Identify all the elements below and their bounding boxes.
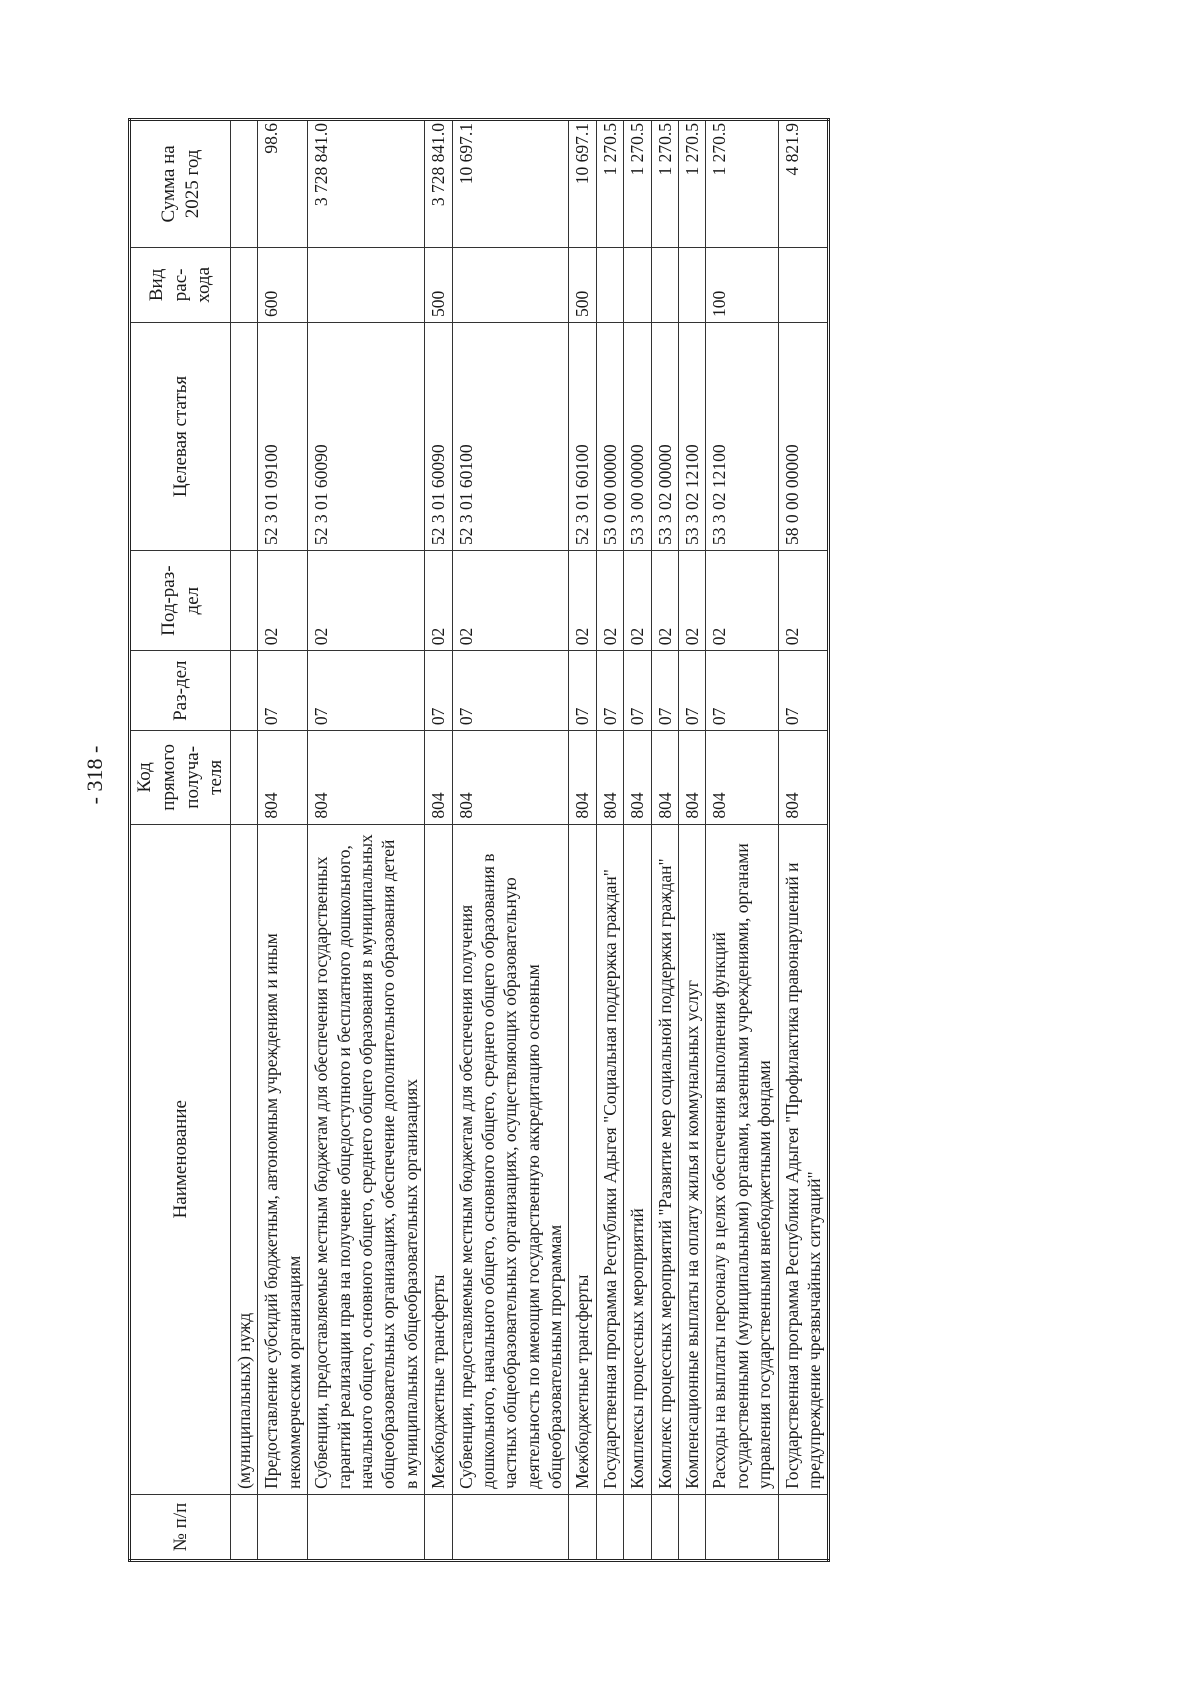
table-row (679, 120, 706, 1561)
cell-num (651, 1494, 678, 1560)
cell-name: Расходы на выплаты персоналу в целях обеспечения выполнения функций государственными (муниципальными) органами, казенными учреждениями, органами управления государственными внебюджетными фондами (706, 824, 778, 1494)
cell-section (231, 651, 258, 731)
cell-name: Комплексы процессных мероприятий (624, 824, 651, 1494)
table-row (452, 120, 569, 1561)
cell-sum: 4 821.9 (778, 120, 829, 248)
table-row (778, 120, 829, 1561)
cell-sum: 10 697.1 (569, 120, 596, 248)
cell-num (569, 1494, 596, 1560)
table-row (308, 120, 425, 1561)
cell-subsection: 02 (651, 550, 678, 650)
cell-sum: 1 270.5 (679, 120, 706, 248)
cell-sum: 98.6 (258, 120, 308, 248)
table-row (231, 120, 258, 1561)
header-recipient-code: Код прямого получа-теля (130, 731, 231, 824)
cell-section: 07 (569, 651, 596, 731)
cell-code: 804 (452, 731, 569, 824)
table-row (624, 120, 651, 1561)
cell-name: (муниципальных) нужд (231, 824, 258, 1494)
table-row (651, 120, 678, 1561)
cell-target: 53 0 00 00000 (596, 322, 623, 550)
page-number: - 318 - (82, 745, 107, 805)
cell-section: 07 (651, 651, 678, 731)
table-header-row (130, 120, 231, 1561)
cell-sum: 1 270.5 (651, 120, 678, 248)
table-row (706, 120, 778, 1561)
cell-target: 53 3 02 12100 (679, 322, 706, 550)
cell-num (425, 1494, 452, 1560)
table-row (425, 120, 452, 1561)
cell-section: 07 (778, 651, 829, 731)
cell-name: Субвенции, предоставляемые местным бюджетам для обеспечения государственных гарантий реализации прав на получение общедоступного и бесплатного дошкольного, начального общего, основного общего, среднего общего образования в муниципальных общеобразовательных организациях, обеспечение дополнительного образования детей в муниципальных общеобразовательных организациях (308, 824, 425, 1494)
header-num: № п/п (130, 1494, 231, 1560)
cell-name: Государственная программа Республики Адыгея "Профилактика правонарушений и предупреждение чрезвычайных ситуаций" (778, 824, 829, 1494)
cell-section: 07 (679, 651, 706, 731)
cell-target: 52 3 01 60100 (569, 322, 596, 550)
cell-name: Государственная программа Республики Адыгея "Социальная поддержка граждан" (596, 824, 623, 1494)
budget-table-container (128, 118, 1078, 1562)
budget-table (128, 118, 830, 1562)
cell-code: 804 (308, 731, 425, 824)
header-sum: Сумма на 2025 год (130, 120, 231, 248)
cell-section: 07 (425, 651, 452, 731)
cell-sum: 10 697.1 (452, 120, 569, 248)
cell-num (258, 1494, 308, 1560)
cell-subsection: 02 (596, 550, 623, 650)
cell-num (679, 1494, 706, 1560)
cell-subsection (231, 550, 258, 650)
cell-expense-kind (308, 247, 425, 322)
cell-subsection: 02 (258, 550, 308, 650)
cell-expense-kind (651, 247, 678, 322)
cell-num (452, 1494, 569, 1560)
cell-expense-kind: 600 (258, 247, 308, 322)
cell-section: 07 (452, 651, 569, 731)
cell-target: 52 3 01 09100 (258, 322, 308, 550)
header-subsection: Под-раз-дел (130, 550, 231, 650)
cell-name: Межбюджетные трансферты (425, 824, 452, 1494)
cell-num (624, 1494, 651, 1560)
cell-target: 52 3 01 60100 (452, 322, 569, 550)
cell-subsection: 02 (425, 550, 452, 650)
cell-num (231, 1494, 258, 1560)
cell-expense-kind: 100 (706, 247, 778, 322)
cell-name: Предоставление субсидий бюджетным, автономным учреждениям и иным некоммерческим организациям (258, 824, 308, 1494)
cell-expense-kind: 500 (425, 247, 452, 322)
cell-target: 53 3 02 00000 (651, 322, 678, 550)
cell-num (596, 1494, 623, 1560)
cell-code: 804 (651, 731, 678, 824)
cell-section: 07 (596, 651, 623, 731)
header-section: Раз-дел (130, 651, 231, 731)
cell-target: 53 3 02 12100 (706, 322, 778, 550)
cell-num (706, 1494, 778, 1560)
cell-subsection: 02 (569, 550, 596, 650)
cell-sum: 3 728 841.0 (308, 120, 425, 248)
cell-target: 53 3 00 00000 (624, 322, 651, 550)
cell-subsection: 02 (679, 550, 706, 650)
cell-code: 804 (425, 731, 452, 824)
cell-expense-kind (452, 247, 569, 322)
cell-subsection: 02 (452, 550, 569, 650)
cell-sum: 1 270.5 (624, 120, 651, 248)
cell-name: Комплекс процессных мероприятий "Развитие мер социальной поддержки граждан" (651, 824, 678, 1494)
cell-code: 804 (778, 731, 829, 824)
cell-expense-kind (624, 247, 651, 322)
cell-target: 52 3 01 60090 (425, 322, 452, 550)
cell-subsection: 02 (308, 550, 425, 650)
cell-code (231, 731, 258, 824)
cell-name: Субвенции, предоставляемые местным бюджетам для обеспечения получения дошкольного, начального общего, основного общего, среднего общего образования в частных общеобразовательных организациях, осуществляющих образовательную деятельность по имеющим государственную аккредитацию основным общеобразовательным программам (452, 824, 569, 1494)
cell-code: 804 (706, 731, 778, 824)
cell-subsection: 02 (624, 550, 651, 650)
cell-sum (231, 120, 258, 248)
header-name: Наименование (130, 824, 231, 1494)
cell-code: 804 (569, 731, 596, 824)
cell-expense-kind (231, 247, 258, 322)
cell-code: 804 (258, 731, 308, 824)
cell-sum: 1 270.5 (596, 120, 623, 248)
cell-section: 07 (258, 651, 308, 731)
cell-section: 07 (706, 651, 778, 731)
cell-sum: 1 270.5 (706, 120, 778, 248)
header-target: Целевая статья (130, 322, 231, 550)
cell-subsection: 02 (778, 550, 829, 650)
table-row (569, 120, 596, 1561)
header-expense-kind: Вид рас-хода (130, 247, 231, 322)
cell-expense-kind (596, 247, 623, 322)
table-row (596, 120, 623, 1561)
cell-sum: 3 728 841.0 (425, 120, 452, 248)
cell-expense-kind (679, 247, 706, 322)
cell-subsection: 02 (706, 550, 778, 650)
cell-expense-kind (778, 247, 829, 322)
cell-code: 804 (679, 731, 706, 824)
cell-target: 52 3 01 60090 (308, 322, 425, 550)
cell-section: 07 (624, 651, 651, 731)
cell-target: 58 0 00 00000 (778, 322, 829, 550)
cell-name: Компенсационные выплаты на оплату жилья и коммунальных услуг (679, 824, 706, 1494)
cell-target (231, 322, 258, 550)
cell-num (308, 1494, 425, 1560)
cell-section: 07 (308, 651, 425, 731)
cell-code: 804 (596, 731, 623, 824)
table-row (258, 120, 308, 1561)
cell-name: Межбюджетные трансферты (569, 824, 596, 1494)
cell-code: 804 (624, 731, 651, 824)
cell-num (778, 1494, 829, 1560)
cell-expense-kind: 500 (569, 247, 596, 322)
